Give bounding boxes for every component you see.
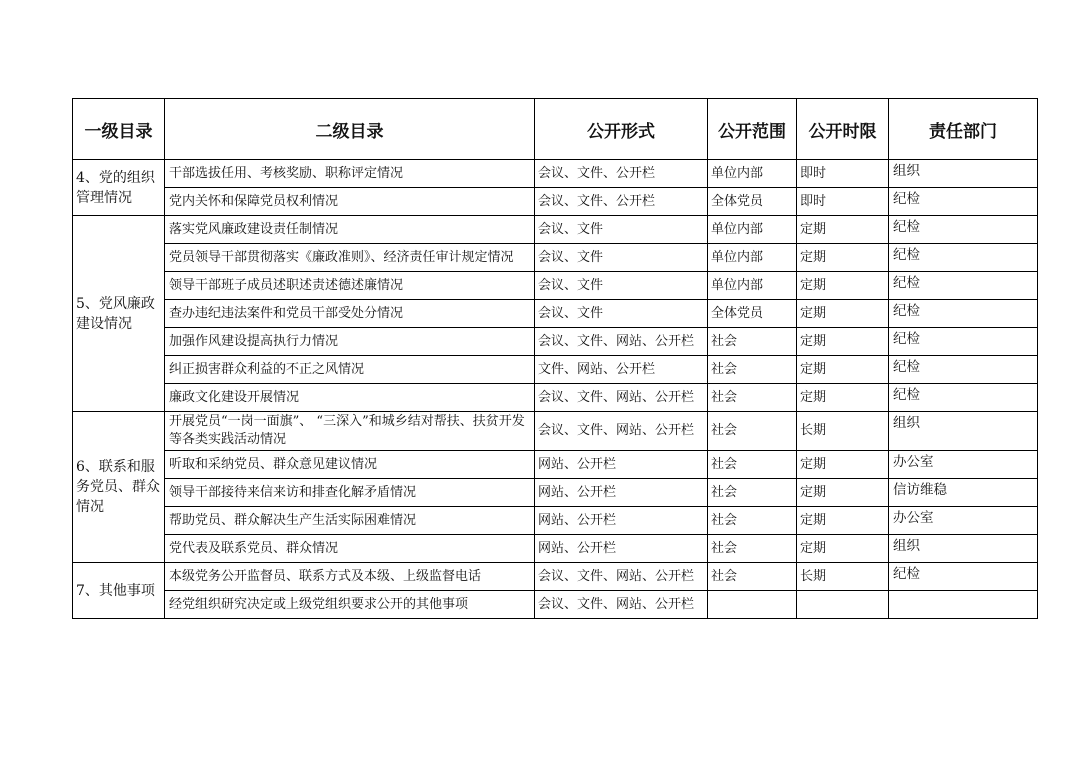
table-row [73, 507, 1038, 535]
cell-scope: 单位内部 [708, 216, 797, 244]
cell-form: 网站、公开栏 [535, 507, 708, 535]
table-body [73, 160, 1038, 619]
cell-form: 会议、文件 [535, 216, 708, 244]
cell-item: 查办违纪违法案件和党员干部受处分情况 [165, 300, 535, 328]
cell-item: 党内关怀和保障党员权利情况 [165, 188, 535, 216]
cell-time-limit: 定期 [797, 244, 889, 272]
group-label-cell: 4、党的组织管理情况 [73, 160, 165, 216]
table-row [73, 328, 1038, 356]
table-row [73, 479, 1038, 507]
cell-time-limit: 定期 [797, 507, 889, 535]
cell-time-limit: 定期 [797, 272, 889, 300]
cell-item: 领导干部班子成员述职述责述德述廉情况 [165, 272, 535, 300]
cell-item: 听取和采纳党员、群众意见建议情况 [165, 451, 535, 479]
header-time-limit: 公开时限 [797, 99, 889, 160]
cell-time-limit: 即时 [797, 160, 889, 188]
table-row [73, 272, 1038, 300]
table-row [73, 160, 1038, 188]
cell-item: 干部选拔任用、考核奖励、职称评定情况 [165, 160, 535, 188]
cell-scope: 单位内部 [708, 244, 797, 272]
cell-department: 纪检 [889, 384, 1038, 412]
cell-department: 纪检 [889, 244, 1038, 272]
cell-form: 会议、文件、网站、公开栏 [535, 328, 708, 356]
cell-scope: 社会 [708, 535, 797, 563]
cell-form: 文件、网站、公开栏 [535, 356, 708, 384]
table-row [73, 412, 1038, 451]
cell-department: 办公室 [889, 451, 1038, 479]
cell-department: 组织 [889, 160, 1038, 188]
cell-time-limit: 定期 [797, 216, 889, 244]
cell-scope: 社会 [708, 328, 797, 356]
cell-department: 纪检 [889, 300, 1038, 328]
table-row [73, 535, 1038, 563]
cell-time-limit [797, 591, 889, 619]
cell-scope: 社会 [708, 507, 797, 535]
cell-time-limit: 定期 [797, 300, 889, 328]
cell-department: 纪检 [889, 328, 1038, 356]
cell-department: 信访维稳 [889, 479, 1038, 507]
header-department: 责任部门 [889, 99, 1038, 160]
cell-form: 网站、公开栏 [535, 479, 708, 507]
table-header [73, 99, 1038, 160]
cell-item: 领导干部接待来信来访和排查化解矛盾情况 [165, 479, 535, 507]
cell-scope: 社会 [708, 451, 797, 479]
cell-time-limit: 定期 [797, 451, 889, 479]
header-row [73, 99, 1038, 160]
cell-scope: 单位内部 [708, 160, 797, 188]
cell-item: 廉政文化建设开展情况 [165, 384, 535, 412]
cell-department: 组织 [889, 535, 1038, 563]
cell-item: 纠正损害群众利益的不正之风情况 [165, 356, 535, 384]
cell-scope: 社会 [708, 563, 797, 591]
cell-department: 纪检 [889, 356, 1038, 384]
cell-department: 组织 [889, 412, 1038, 451]
cell-time-limit: 定期 [797, 384, 889, 412]
cell-department: 纪检 [889, 272, 1038, 300]
cell-scope [708, 591, 797, 619]
cell-department: 办公室 [889, 507, 1038, 535]
cell-department: 纪检 [889, 563, 1038, 591]
cell-scope: 社会 [708, 479, 797, 507]
cell-time-limit: 即时 [797, 188, 889, 216]
cell-form: 会议、文件、网站、公开栏 [535, 384, 708, 412]
cell-scope: 社会 [708, 412, 797, 451]
group-label-cell: 5、党风廉政建设情况 [73, 216, 165, 412]
cell-item: 加强作风建设提高执行力情况 [165, 328, 535, 356]
cell-item: 党代表及联系党员、群众情况 [165, 535, 535, 563]
cell-form: 会议、文件、公开栏 [535, 188, 708, 216]
cell-item: 党员领导干部贯彻落实《廉政准则》、经济责任审计规定情况 [165, 244, 535, 272]
header-scope: 公开范围 [708, 99, 797, 160]
cell-time-limit: 长期 [797, 412, 889, 451]
cell-time-limit: 长期 [797, 563, 889, 591]
header-level2: 二级目录 [165, 99, 535, 160]
cell-department: 纪检 [889, 216, 1038, 244]
table-row [73, 356, 1038, 384]
cell-form: 网站、公开栏 [535, 451, 708, 479]
table-row [73, 451, 1038, 479]
cell-form: 会议、文件 [535, 300, 708, 328]
cell-item: 本级党务公开监督员、联系方式及本级、上级监督电话 [165, 563, 535, 591]
cell-item: 帮助党员、群众解决生产生活实际困难情况 [165, 507, 535, 535]
cell-scope: 单位内部 [708, 272, 797, 300]
header-level1: 一级目录 [73, 99, 165, 160]
table-row [73, 591, 1038, 619]
cell-time-limit: 定期 [797, 479, 889, 507]
cell-item: 开展党员“一岗一面旗”、 “三深入”和城乡结对帮扶、扶贫开发等各类实践活动情况 [165, 412, 535, 451]
table-row [73, 188, 1038, 216]
header-form: 公开形式 [535, 99, 708, 160]
cell-form: 网站、公开栏 [535, 535, 708, 563]
cell-department [889, 591, 1038, 619]
cell-form: 会议、文件、网站、公开栏 [535, 591, 708, 619]
cell-scope: 社会 [708, 356, 797, 384]
cell-time-limit: 定期 [797, 328, 889, 356]
cell-department: 纪检 [889, 188, 1038, 216]
group-label-cell: 7、其他事项 [73, 563, 165, 619]
cell-scope: 全体党员 [708, 300, 797, 328]
cell-form: 会议、文件 [535, 272, 708, 300]
disclosure-table [72, 98, 1038, 619]
cell-scope: 社会 [708, 384, 797, 412]
cell-form: 会议、文件、网站、公开栏 [535, 563, 708, 591]
cell-item: 落实党风廉政建设责任制情况 [165, 216, 535, 244]
cell-item: 经党组织研究决定或上级党组织要求公开的其他事项 [165, 591, 535, 619]
cell-form: 会议、文件 [535, 244, 708, 272]
table-row [73, 216, 1038, 244]
table-row [73, 563, 1038, 591]
group-label-cell: 6、联系和服务党员、群众情况 [73, 412, 165, 563]
cell-form: 会议、文件、网站、公开栏 [535, 412, 708, 451]
cell-scope: 全体党员 [708, 188, 797, 216]
cell-time-limit: 定期 [797, 535, 889, 563]
table-row [73, 244, 1038, 272]
table-row [73, 300, 1038, 328]
cell-form: 会议、文件、公开栏 [535, 160, 708, 188]
cell-time-limit: 定期 [797, 356, 889, 384]
table-row [73, 384, 1038, 412]
